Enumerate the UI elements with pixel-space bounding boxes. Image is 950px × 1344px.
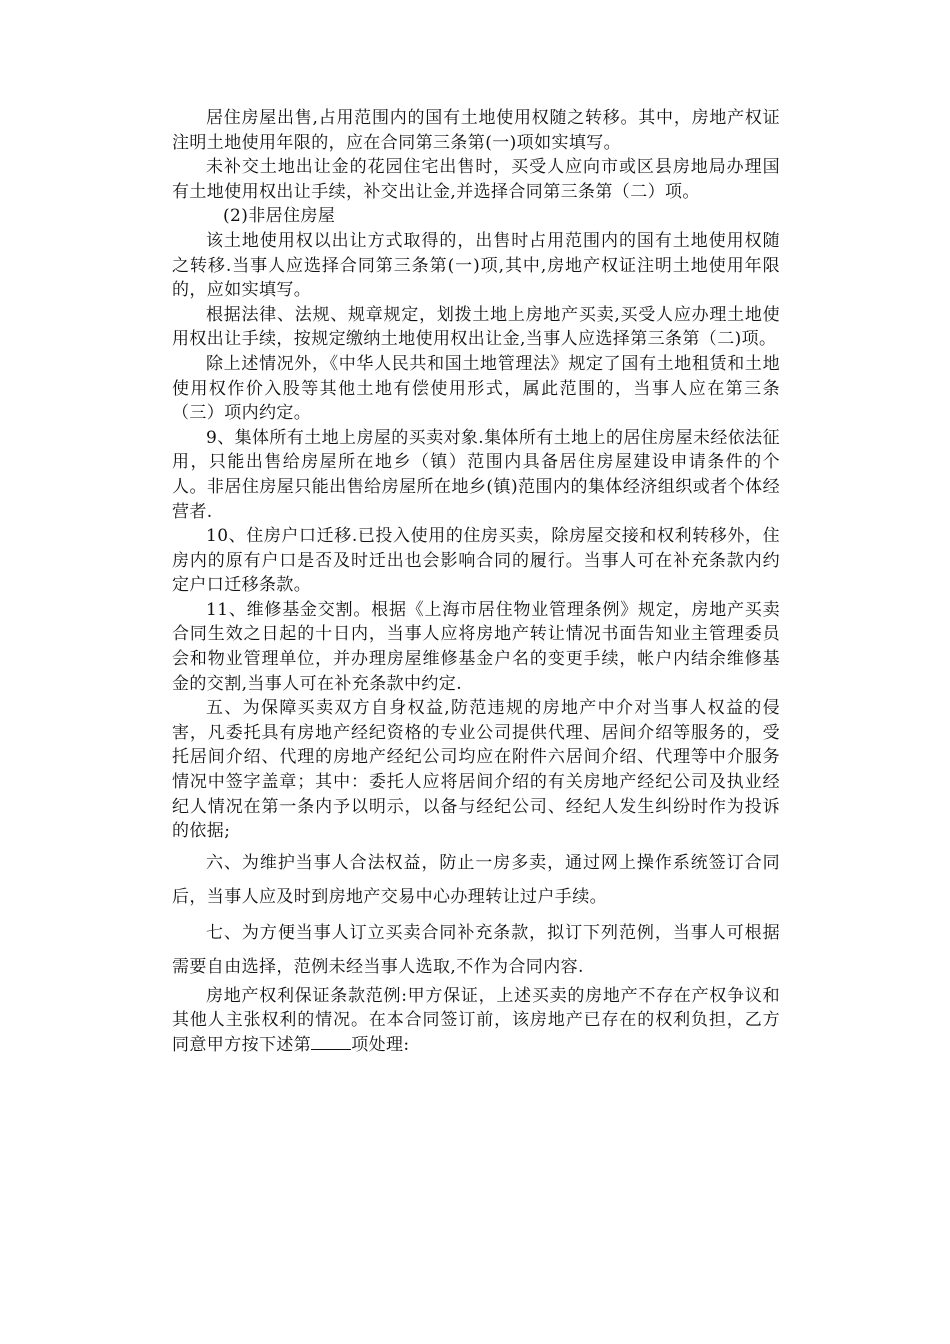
fill-in-blank[interactable] [311,1035,351,1050]
paragraph-item-9-collective-land: 9、集体所有土地上房屋的买卖对象.集体所有土地上的居住房屋未经依法征用，只能出售给房屋所在地乡（镇）范围内具备居住房屋建设申请条件的个人。非居住房屋只能出售给房屋所在地乡(镇)范围内的集体经济组织或者个体经营者. [172,427,780,522]
paragraph-section-5-agency: 五、为保障买卖双方自身权益,防范违规的房地产中介对当事人权益的侵害，凡委托具有房地产经纪资格的专业公司提供代理、居间介绍等服务的，受托居间介绍、代理的房地产经纪公司均应在附件六居间介绍、代理等中介服务情况中签字盖章；其中：委托人应将居间介绍的有关房地产经纪公司及执业经纪人情况在第一条内予以明示，以备与经纪公司、经纪人发生纠纷时作为投诉的依据; [172,698,780,842]
paragraph-residential-land-transfer: 居住房屋出售,占用范围内的国有土地使用权随之转移。其中，房地产权证注明土地使用年限的，应在合同第三条第(一)项如实填写。 [172,108,780,153]
paragraph-garden-house-land-fee: 未补交土地出让金的花园住宅出售时，买受人应向市或区县房地局办理国有土地使用权出让手续，补交出让金,并选择合同第三条第（二）项。 [172,157,780,202]
paragraph-rights-guarantee-clause [172,984,780,1058]
paragraph-other-land-use-forms: 除上述情况外，《中华人民共和国土地管理法》规定了国有土地租赁和土地使用权作价入股等其他土地有偿使用形式，属此范围的，当事人应在第三条（三）项内约定。 [172,353,780,424]
rights-guarantee-tail: 项处理: [351,1035,410,1055]
paragraph-item-11-maintenance-fund: 11、维修基金交割。根据《上海市居住物业管理条例》规定，房地产买卖合同生效之日起的十日内，当事人应将房地产转让情况书面告知业主管理委员会和物业管理单位，并办理房屋维修基金户名的变更手续，帐户内结余维修基金的交割,当事人可在补充条款中约定. [172,599,780,694]
paragraph-section-6-online-contract: 六、为维护当事人合法权益，防止一房多卖，通过网上操作系统签订合同后，当事人应及时到房地产交易中心办理转让过户手续。 [172,852,780,907]
rights-guarantee-text: 房地产权利保证条款范例:甲方保证，上述买卖的房地产不存在产权争议和其他人主张权利的情况。在本合同签订前，该房地产已存在的权利负担，乙方同意甲方按下述第 [172,985,780,1055]
paragraph-section-7-supplementary-clauses: 七、为方便当事人订立买卖合同补充条款，拟订下列范例，当事人可根据需要自由选择，范例未经当事人选取,不作为合同内容. [172,922,780,977]
paragraph-transfer-land-use: 该土地使用权以出让方式取得的，出售时占用范围内的国有土地使用权随之转移.当事人应选择合同第三条第(一)项,其中,房地产权证注明土地使用年限的，应如实填写。 [172,230,780,301]
heading-non-residential: (2)非居住房屋 [223,206,336,227]
paragraph-allocated-land: 根据法律、法规、规章规定，划拨土地上房地产买卖,买受人应办理土地使用权出让手续，按规定缴纳土地使用权出让金,当事人应选择第三条第（二)项。 [172,304,780,350]
document-body [172,106,780,1058]
paragraph-item-10-household-registration: 10、住房户口迁移.已投入使用的住房买卖，除房屋交接和权利转移外，住房内的原有户口是否及时迁出也会影响合同的履行。当事人可在补充条款内约定户口迁移条款。 [172,526,780,596]
